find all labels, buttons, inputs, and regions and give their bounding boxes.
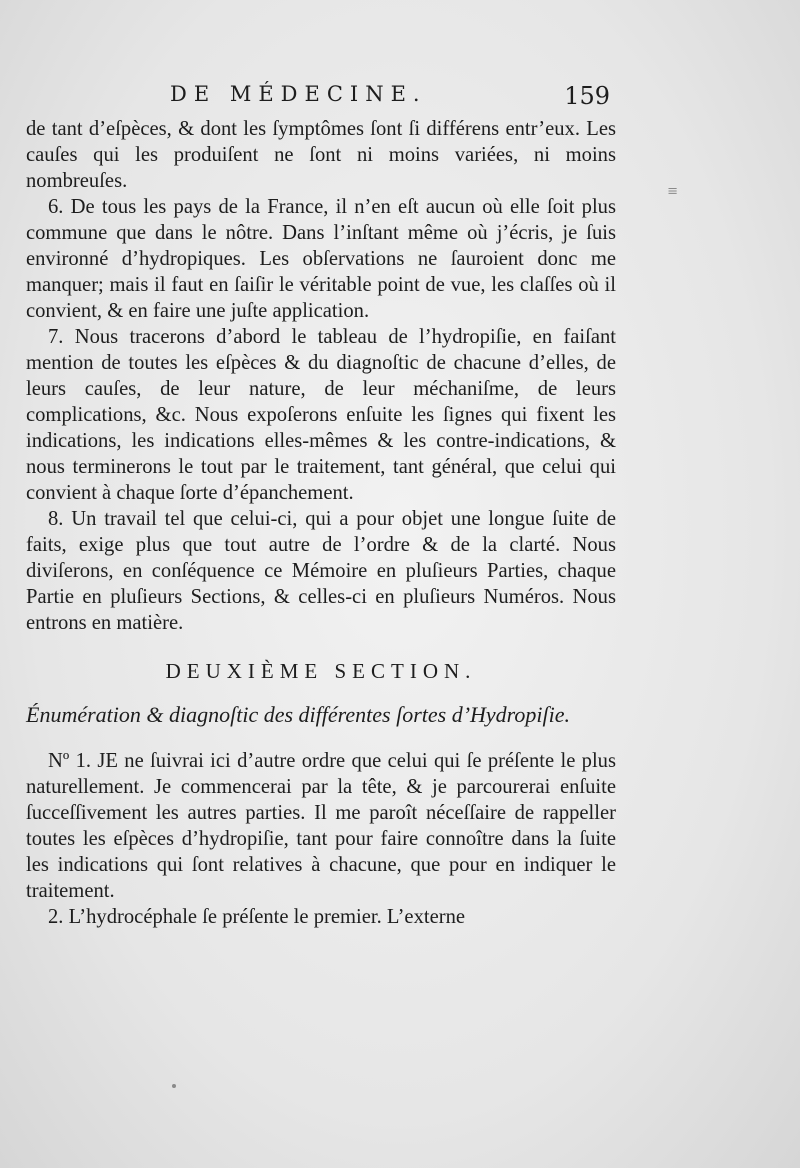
paragraph-8: 8. Un travail tel que celui-ci, qui a pour objet une longue ſuite de faits, exige plus que tout autre de l’ordre & de la clarté. Nous diviſerons, en conſéquence ce Mémoire en pluſieurs Parties, chaque Partie en pluſieurs Sections, & celles-ci en pluſieurs Numéros. Nous entrons en matière. <box>26 508 616 634</box>
running-head: DE MÉDECINE. <box>170 82 427 106</box>
page-body <box>26 116 616 930</box>
section-title: DEUXIÈME SECTION. <box>165 659 477 683</box>
page-number: 159 <box>564 82 610 110</box>
paragraph-6: 6. De tous les pays de la France, il n’en eſt aucun où elle ſoit plus commune que dans le nôtre. Dans l’inſtant même où j’écris, je ſuis environné d’hydropiques. Les obſervations ne ſauroient donc me manquer; mais il faut en ſaiſir le véritable point de vue, les claſſes où il convient, & en faire une juſte application. <box>26 196 616 322</box>
page-header <box>170 82 610 114</box>
margin-mark-icon: ≡ <box>667 184 678 199</box>
ink-dot <box>172 1084 176 1088</box>
paragraph-number-1: Nº 1. JE ne ſuivrai ici d’autre ordre que celui qui ſe préſente le plus naturellement. Je commencerai par la tête, & je parcourerai enſuite ſucceſſivement les autres parties. Il me paroît néceſſaire de rappeller toutes les eſpèces d’hydropiſie, tant pour faire connoître dans la ſuite les indications qui ſont relatives à chacune, que pour en indiquer le traitement. <box>26 750 616 902</box>
paragraph-continuation: de tant d’eſpèces, & dont les ſymptômes ſont ſi différens entr’eux. Les cauſes qui les produiſent ne ſont ni moins variées, ni moins nombreuſes. <box>26 118 616 192</box>
paragraph-number-2: 2. L’hydrocéphale ſe préſente le premier. L’externe <box>48 906 466 928</box>
paragraph-7: 7. Nous tracerons d’abord le tableau de l’hydropiſie, en faiſant mention de toutes les eſpèces & du diagnoſtic de chacune d’elles, de leurs cauſes, de leur nature, de leur méchaniſme, de leurs complications, &c. Nous expoſerons enſuite les ſignes qui fixent les indications, les indications elles-mêmes & les contre-indications, & nous terminerons le tout par le traitement, tant général, que celui qui convient à chaque ſorte d’épanchement. <box>26 326 616 504</box>
section-subtitle: Énumération & diagnoſtic des différentes ſortes d’Hydropiſie. <box>26 702 571 727</box>
